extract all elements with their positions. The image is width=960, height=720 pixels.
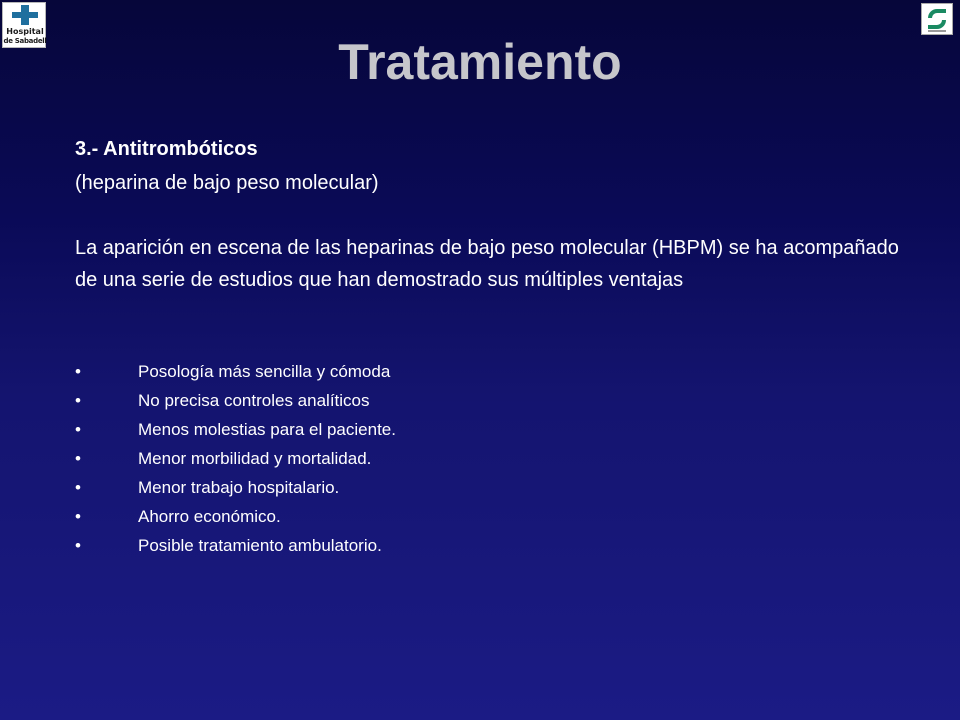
- logo-text-hospital: Hospital: [6, 27, 44, 36]
- list-item-text: Ahorro económico.: [138, 507, 281, 526]
- bullet-icon: •: [75, 391, 81, 410]
- list-item-text: Posología más sencilla y cómoda: [138, 362, 391, 381]
- bullet-icon: •: [75, 420, 81, 439]
- hospital-cross-icon: [3, 3, 47, 27]
- list-item-text: Menos molestias para el paciente.: [138, 420, 396, 439]
- list-item-text: Posible tratamiento ambulatorio.: [138, 536, 382, 555]
- bullet-icon: •: [75, 362, 81, 381]
- intro-paragraph: La aparición en escena de las heparinas de bajo peso molecular (HBPM) se ha acompañado de una serie de estudios que han demostrado sus múltiples ventajas: [75, 237, 899, 291]
- bullet-icon: •: [75, 449, 81, 468]
- bullet-icon: •: [75, 478, 81, 497]
- logo-text-sabadell: de Sabadell: [3, 37, 47, 45]
- section-heading: 3.- Antitrombóticos: [75, 138, 258, 160]
- list-item-text: No precisa controles analíticos: [138, 391, 370, 410]
- section-subheading: (heparina de bajo peso molecular): [75, 172, 379, 194]
- bullet-icon: •: [75, 507, 81, 526]
- slide-title: Tratamiento: [338, 34, 622, 90]
- bullet-icon: •: [75, 536, 81, 555]
- list-item-text: Menor morbilidad y mortalidad.: [138, 449, 372, 468]
- list-item-text: Menor trabajo hospitalario.: [138, 478, 340, 497]
